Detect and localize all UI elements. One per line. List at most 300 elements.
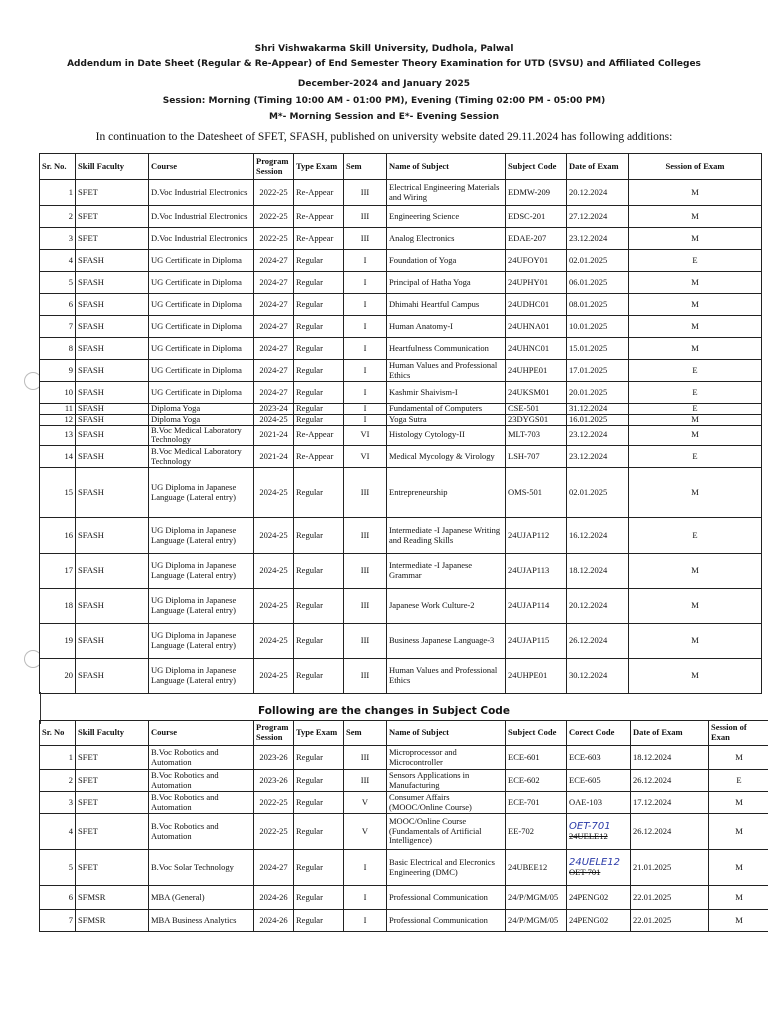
table-cell: CSE-501 (506, 404, 567, 415)
table-cell: Basic Electrical and Elecronics Engineering (DMC) (387, 850, 506, 886)
table-cell: 20 (40, 659, 76, 694)
table-cell: SFASH (76, 294, 149, 316)
table-cell: 26.12.2024 (631, 770, 709, 792)
table-row (40, 414, 762, 425)
table-cell: Kashmir Shaivism-I (387, 382, 506, 404)
header-cell: Sr. No. (40, 154, 76, 180)
table-cell: UG Diploma in Japanese Language (Lateral entry) (149, 589, 254, 624)
table-cell: 15.01.2025 (567, 338, 629, 360)
table-cell: Regular (294, 360, 344, 382)
header-cell: Course (149, 154, 254, 180)
table-cell: 24UHPE01 (506, 659, 567, 694)
table-row (40, 250, 762, 272)
table-cell: I (344, 850, 387, 886)
table-cell: III (344, 659, 387, 694)
table-cell: Heartfulness Communication (387, 338, 506, 360)
table-cell: 24/P/MGM/05 (506, 910, 567, 932)
table-cell: M (629, 589, 762, 624)
table-cell: SFET (76, 770, 149, 792)
table-cell: Regular (294, 814, 344, 850)
table-row (40, 382, 762, 404)
table-cell: Consumer Affairs (MOOC/Online Course) (387, 792, 506, 814)
table-cell: 10 (40, 382, 76, 404)
table-cell: E (629, 360, 762, 382)
table-row (40, 910, 768, 932)
table-row (40, 294, 762, 316)
table-cell: 17.01.2025 (567, 360, 629, 382)
header-cell: Sem (344, 721, 387, 746)
table-cell: 24UBEE12 (506, 850, 567, 886)
table-cell: Intermediate -I Japanese Grammar (387, 554, 506, 589)
table-row (40, 360, 762, 382)
table-cell: Engineering Science (387, 206, 506, 228)
table-cell: 06.01.2025 (567, 272, 629, 294)
table-cell: M (629, 425, 762, 446)
table-cell: 2021-24 (254, 425, 294, 446)
table-cell: 22.01.2025 (631, 886, 709, 910)
table-cell: Re-Appear (294, 180, 344, 206)
table-cell: Regular (294, 382, 344, 404)
table-cell: Fundamental of Computers (387, 404, 506, 415)
table-cell: 26.12.2024 (631, 814, 709, 850)
table-cell: Regular (294, 770, 344, 792)
table-cell: 2024-27 (254, 272, 294, 294)
struck-out-code: OET-701 (569, 867, 601, 878)
table-cell: M (709, 792, 768, 814)
table-cell: 16.12.2024 (567, 518, 629, 554)
table-cell: 2024-27 (254, 850, 294, 886)
table-cell: 2 (40, 770, 76, 792)
table-cell: SFASH (76, 404, 149, 415)
table-row (40, 770, 768, 792)
table-cell: Diploma Yoga (149, 404, 254, 415)
table-cell: EDSC-201 (506, 206, 567, 228)
table-cell: SFASH (76, 272, 149, 294)
table-cell: 16.01.2025 (567, 414, 629, 425)
table-cell: UG Diploma in Japanese Language (Lateral entry) (149, 554, 254, 589)
table-cell: Regular (294, 250, 344, 272)
table-cell: 1 (40, 746, 76, 770)
table-cell: 1 (40, 180, 76, 206)
table-cell: MLT-703 (506, 425, 567, 446)
table-cell: 5 (40, 272, 76, 294)
table-cell: III (344, 770, 387, 792)
header-cell: Subject Code (506, 154, 567, 180)
table-cell: M (629, 338, 762, 360)
table-cell: I (344, 886, 387, 910)
table-cell: I (344, 316, 387, 338)
table-cell: M (709, 850, 768, 886)
table-cell: SFET (76, 746, 149, 770)
table-row (40, 338, 762, 360)
table-cell: III (344, 206, 387, 228)
table-cell: SFASH (76, 382, 149, 404)
table-cell: 20.01.2025 (567, 382, 629, 404)
table-cell: 2024-25 (254, 659, 294, 694)
table-cell: EDAE-207 (506, 228, 567, 250)
table-cell: 8 (40, 338, 76, 360)
table-cell: 2024-26 (254, 910, 294, 932)
table-cell: 6 (40, 294, 76, 316)
table-cell: 2023-26 (254, 770, 294, 792)
table-cell: M (629, 294, 762, 316)
exam-period: December-2024 and January 2025 (297, 79, 471, 89)
table-cell: SFASH (76, 425, 149, 446)
table-cell: III (344, 624, 387, 659)
session-legend: M*- Morning Session and E*- Evening Session (268, 112, 500, 122)
table-cell: 08.01.2025 (567, 294, 629, 316)
table-cell: 2022-25 (254, 206, 294, 228)
table-cell: 2024-27 (254, 382, 294, 404)
table-cell: UG Diploma in Japanese Language (Lateral entry) (149, 659, 254, 694)
table-cell: Re-Appear (294, 228, 344, 250)
table-header-row (40, 721, 768, 746)
header-cell: Session of Exam (629, 154, 762, 180)
table-cell: Entrepreneurship (387, 468, 506, 518)
table-cell: 24UHPE01 (506, 360, 567, 382)
table-cell: M (629, 554, 762, 589)
table-cell: M (709, 746, 768, 770)
table-cell: 2022-25 (254, 228, 294, 250)
table-cell: 18.12.2024 (631, 746, 709, 770)
table-cell: MBA Business Analytics (149, 910, 254, 932)
table-row (40, 624, 762, 659)
table-cell: I (344, 294, 387, 316)
document-title: Addendum in Date Sheet (Regular & Re-Appear) of End Semester Theory Examination for UTD (SVSU) and Affiliated Colleges (67, 59, 701, 69)
table-cell: MOOC/Online Course (Fundamentals of Artificial Intelligence) (387, 814, 506, 850)
table-cell: Regular (294, 589, 344, 624)
table-cell: UG Certificate in Diploma (149, 272, 254, 294)
table-row (40, 316, 762, 338)
table-cell: V (344, 814, 387, 850)
table-cell: LSH-707 (506, 446, 567, 468)
table-cell: SFET (76, 850, 149, 886)
table-cell: 2023-24 (254, 404, 294, 415)
table-cell: 2024-27 (254, 338, 294, 360)
table-cell: 5 (40, 850, 76, 886)
table-cell: 2024-25 (254, 624, 294, 659)
table-cell: SFASH (76, 518, 149, 554)
table-cell: 24UDHC01 (506, 294, 567, 316)
table-cell: I (344, 414, 387, 425)
table-cell: I (344, 404, 387, 415)
table-cell: Regular (294, 404, 344, 415)
table-cell: Regular (294, 554, 344, 589)
table-cell: 18 (40, 589, 76, 624)
header-cell: Sem (344, 154, 387, 180)
table-cell: Regular (294, 338, 344, 360)
table-cell: Regular (294, 272, 344, 294)
table-cell: 2024-27 (254, 294, 294, 316)
table-row (40, 228, 762, 250)
table-cell: 24PENG02 (567, 886, 631, 910)
table-cell: Regular (294, 316, 344, 338)
header-cell: Skill Faculty (76, 154, 149, 180)
header-cell: Program Session (254, 154, 294, 180)
header-cell: Program Session (254, 721, 294, 746)
table-cell: M (709, 886, 768, 910)
table-cell: Regular (294, 746, 344, 770)
table-cell: M (629, 180, 762, 206)
table-cell: 24UHNC01 (506, 338, 567, 360)
table-cell: 17.12.2024 (631, 792, 709, 814)
table-cell: B.Voc Solar Technology (149, 850, 254, 886)
table-cell: 2024-25 (254, 589, 294, 624)
table-cell: VI (344, 446, 387, 468)
table-cell: Regular (294, 414, 344, 425)
table-cell: UG Certificate in Diploma (149, 316, 254, 338)
table-cell: 2024-26 (254, 886, 294, 910)
table-cell: Professional Communication (387, 910, 506, 932)
table-cell: 02.01.2025 (567, 250, 629, 272)
table-row (40, 446, 762, 468)
table-cell: 3 (40, 228, 76, 250)
struck-out-code: 24UELE12 (569, 831, 608, 842)
table-cell: 2022-25 (254, 792, 294, 814)
table-cell: 23DYGS01 (506, 414, 567, 425)
table-cell: 2024-25 (254, 554, 294, 589)
table-cell: 2024-27 (254, 316, 294, 338)
table-cell: 24UKSM01 (506, 382, 567, 404)
table-cell (567, 850, 631, 886)
table-cell: M (629, 414, 762, 425)
table-cell: D.Voc Industrial Electronics (149, 228, 254, 250)
table-cell: SFET (76, 792, 149, 814)
table-cell: SFET (76, 206, 149, 228)
university-name: Shri Vishwakarma Skill University, Dudhola, Palwal (254, 44, 514, 54)
table-header-row (40, 154, 762, 180)
table-cell: 24UPHY01 (506, 272, 567, 294)
handwritten-correction: 24UELE12 (569, 856, 620, 868)
table-cell: Principal of Hatha Yoga (387, 272, 506, 294)
table-row (40, 589, 762, 624)
table-cell: 13 (40, 425, 76, 446)
table-row (40, 659, 762, 694)
table-cell: D.Voc Industrial Electronics (149, 206, 254, 228)
table-row (40, 468, 762, 518)
table-row (40, 425, 762, 446)
table-cell: SFASH (76, 338, 149, 360)
table-cell: 2022-25 (254, 180, 294, 206)
table-cell: 23.12.2024 (567, 228, 629, 250)
table-row (40, 554, 762, 589)
table-cell: 24UJAP112 (506, 518, 567, 554)
table-cell: III (344, 746, 387, 770)
table-cell: Medical Mycology & Virology (387, 446, 506, 468)
table-cell: M (709, 910, 768, 932)
header-cell: Date of Exam (631, 721, 709, 746)
table-cell: III (344, 180, 387, 206)
table-cell: 4 (40, 250, 76, 272)
table-cell: 16 (40, 518, 76, 554)
table-cell: Human Anatomy-I (387, 316, 506, 338)
table-cell: 9 (40, 360, 76, 382)
table-cell: ECE-605 (567, 770, 631, 792)
table-cell: M (629, 228, 762, 250)
table-cell: E (629, 250, 762, 272)
table-cell: 2024-27 (254, 250, 294, 272)
table-row (40, 518, 762, 554)
table-cell: 7 (40, 910, 76, 932)
table-cell: Histology Cytology-II (387, 425, 506, 446)
subject-code-changes-table (39, 720, 768, 932)
table-cell: 24UJAP114 (506, 589, 567, 624)
header-cell: Corect Code (567, 721, 631, 746)
table-cell: ECE-602 (506, 770, 567, 792)
table-cell: Regular (294, 850, 344, 886)
table-cell: M (629, 468, 762, 518)
table-cell: 4 (40, 814, 76, 850)
table-cell: 24UFOY01 (506, 250, 567, 272)
table-cell: SFASH (76, 360, 149, 382)
header-cell: Date of Exam (567, 154, 629, 180)
header-cell: Name of Subject (387, 721, 506, 746)
table-cell: SFASH (76, 446, 149, 468)
table-cell: Regular (294, 518, 344, 554)
table-cell: SFMSR (76, 910, 149, 932)
table-row (40, 746, 768, 770)
table-cell: Dhimahi Heartful Campus (387, 294, 506, 316)
table-cell: 2 (40, 206, 76, 228)
table-cell: 24/P/MGM/05 (506, 886, 567, 910)
table-cell: E (709, 770, 768, 792)
table-cell: E (629, 404, 762, 415)
table-cell: I (344, 360, 387, 382)
table-cell: V (344, 792, 387, 814)
session-timing: Session: Morning (Timing 10:00 AM - 01:00 PM), Evening (Timing 02:00 PM - 05:00 PM) (162, 96, 606, 106)
table-cell: ECE-603 (567, 746, 631, 770)
table-row (40, 850, 768, 886)
table-cell: Regular (294, 294, 344, 316)
table-cell: 2023-26 (254, 746, 294, 770)
table-row (40, 206, 762, 228)
table-cell: 2024-25 (254, 518, 294, 554)
table-cell: B.Voc Robotics and Automation (149, 814, 254, 850)
table-cell: UG Diploma in Japanese Language (Lateral entry) (149, 468, 254, 518)
table-cell: Professional Communication (387, 886, 506, 910)
table-cell: I (344, 338, 387, 360)
table-cell (567, 814, 631, 850)
table-cell: Sensors Applications in Manufacturing (387, 770, 506, 792)
table-cell: 19 (40, 624, 76, 659)
table-cell: MBA (General) (149, 886, 254, 910)
table-cell: M (629, 206, 762, 228)
table-cell: 20.12.2024 (567, 180, 629, 206)
table-cell: Re-Appear (294, 446, 344, 468)
table-cell: E (629, 518, 762, 554)
table-cell: SFASH (76, 659, 149, 694)
header-cell: Course (149, 721, 254, 746)
table-cell: 27.12.2024 (567, 206, 629, 228)
table-cell: 10.01.2025 (567, 316, 629, 338)
table-cell: 2022-25 (254, 814, 294, 850)
header-cell: Session of Exan (709, 721, 768, 746)
table-cell: Intermediate -I Japanese Writing and Reading Skills (387, 518, 506, 554)
table-cell: 17 (40, 554, 76, 589)
table-cell: UG Certificate in Diploma (149, 360, 254, 382)
table-cell: SFET (76, 180, 149, 206)
table-cell: UG Certificate in Diploma (149, 250, 254, 272)
header-cell: Type Exam (294, 154, 344, 180)
table-row (40, 272, 762, 294)
table-cell: I (344, 272, 387, 294)
table-cell: 26.12.2024 (567, 624, 629, 659)
table-cell: Foundation of Yoga (387, 250, 506, 272)
table-cell: I (344, 250, 387, 272)
table-cell: 12 (40, 414, 76, 425)
table-cell: E (629, 382, 762, 404)
table-cell: B.Voc Medical Laboratory Technology (149, 425, 254, 446)
table-cell: B.Voc Robotics and Automation (149, 746, 254, 770)
table-cell: 11 (40, 404, 76, 415)
table-cell: 21.01.2025 (631, 850, 709, 886)
table-cell: OMS-501 (506, 468, 567, 518)
table-cell: 22.01.2025 (631, 910, 709, 932)
table-cell: Regular (294, 659, 344, 694)
table-cell: M (629, 272, 762, 294)
table-cell: SFASH (76, 316, 149, 338)
table-cell: 20.12.2024 (567, 589, 629, 624)
table-cell: 6 (40, 886, 76, 910)
table-cell: B.Voc Medical Laboratory Technology (149, 446, 254, 468)
table-cell: 2024-27 (254, 360, 294, 382)
table-cell: UG Diploma in Japanese Language (Lateral entry) (149, 518, 254, 554)
table-cell: M (629, 316, 762, 338)
table-cell: M (629, 659, 762, 694)
table-cell: SFASH (76, 624, 149, 659)
table-cell: M (629, 624, 762, 659)
table-cell: Regular (294, 910, 344, 932)
table-cell: Regular (294, 624, 344, 659)
table-cell: 2021-24 (254, 446, 294, 468)
table-row (40, 180, 762, 206)
table-cell: 18.12.2024 (567, 554, 629, 589)
table-cell: Re-Appear (294, 425, 344, 446)
table-cell: UG Diploma in Japanese Language (Lateral entry) (149, 624, 254, 659)
table-cell: 30.12.2024 (567, 659, 629, 694)
table-cell: EE-702 (506, 814, 567, 850)
table-cell: SFASH (76, 414, 149, 425)
table-cell: M (709, 814, 768, 850)
table-cell: Analog Electronics (387, 228, 506, 250)
table-cell: 02.01.2025 (567, 468, 629, 518)
table-cell: OAE-103 (567, 792, 631, 814)
table-cell: SFET (76, 228, 149, 250)
table-cell: Electrical Engineering Materials and Wiring (387, 180, 506, 206)
table-cell: SFMSR (76, 886, 149, 910)
table-cell: SFET (76, 814, 149, 850)
table-cell: Diploma Yoga (149, 414, 254, 425)
table-cell: UG Certificate in Diploma (149, 294, 254, 316)
header-cell: Subject Code (506, 721, 567, 746)
table-cell: III (344, 589, 387, 624)
table-cell: Human Values and Professional Ethics (387, 659, 506, 694)
table-row (40, 404, 762, 415)
table-cell: III (344, 228, 387, 250)
table-row (40, 886, 768, 910)
table-cell: III (344, 518, 387, 554)
table-cell: D.Voc Industrial Electronics (149, 180, 254, 206)
table-cell: UG Certificate in Diploma (149, 382, 254, 404)
table-cell: ECE-701 (506, 792, 567, 814)
table-cell: B.Voc Robotics and Automation (149, 792, 254, 814)
table-cell: Regular (294, 792, 344, 814)
table-cell: ECE-601 (506, 746, 567, 770)
header-cell: Type Exam (294, 721, 344, 746)
header-cell: Sr. No (40, 721, 76, 746)
table-cell: SFASH (76, 589, 149, 624)
table-cell: SFASH (76, 554, 149, 589)
